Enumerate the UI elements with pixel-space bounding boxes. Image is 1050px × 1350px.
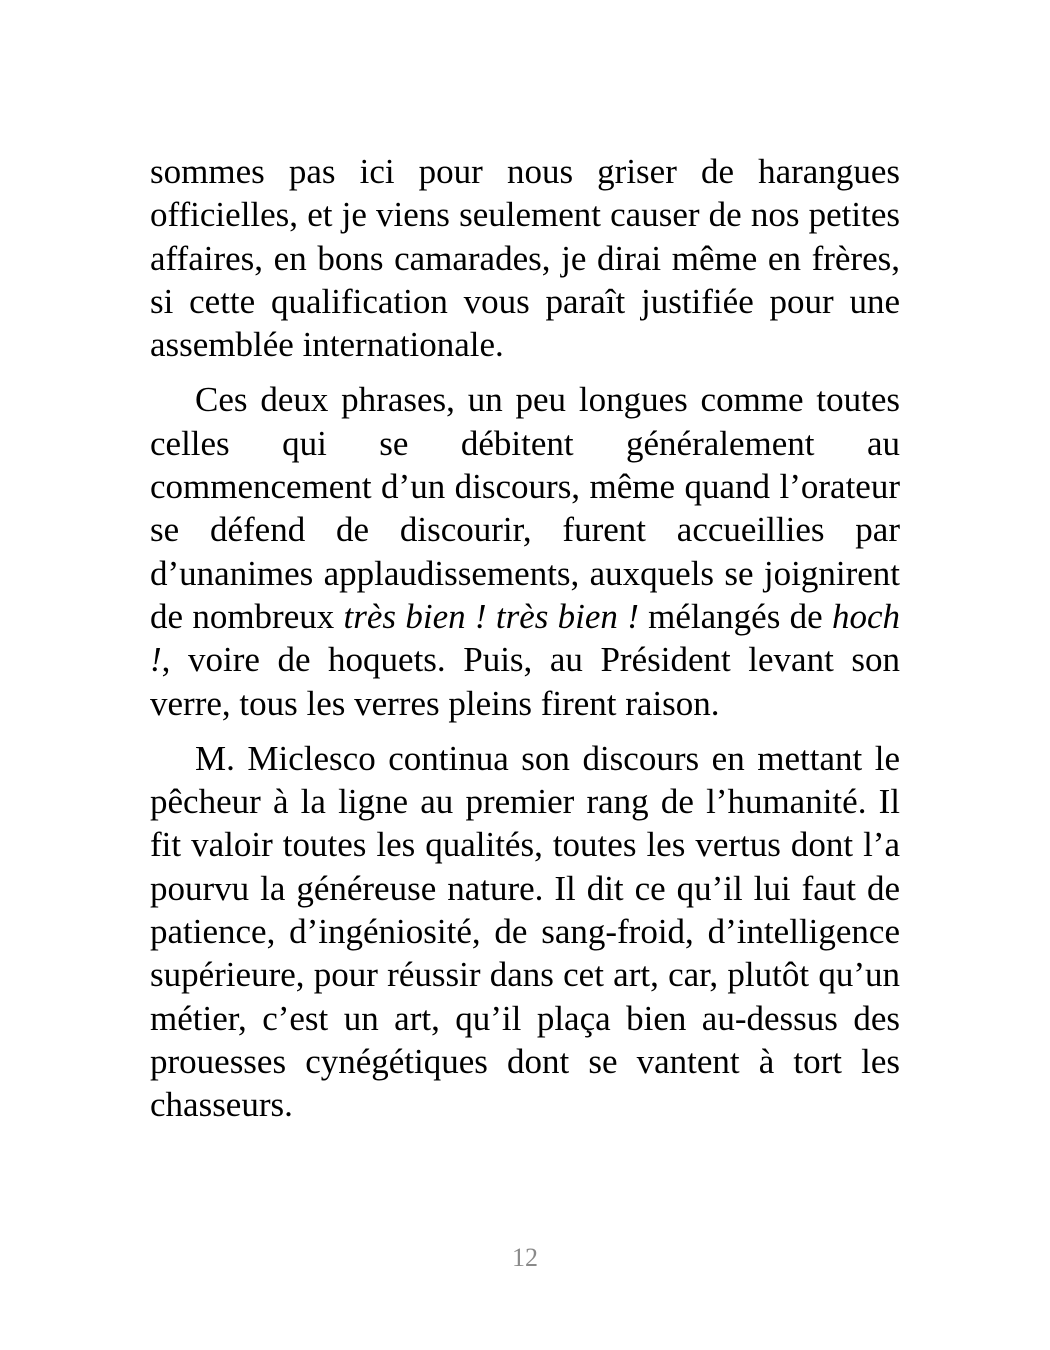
paragraph-text: Ces deux phrases, un peu longues comme toutes celles qui se débitent généralement au commencement d’un discours, même quand l’orateur se défend de discourir, furent accueillies par d’unanimes applaudissements, auxquels se joignirent de nombreux [150,380,900,636]
paragraph-text: sommes pas ici pour nous griser de harangues officielles, et je viens seulement causer de nos petites affaires, en bons camarades, je dirai même en frères, si cette qualification vous paraît justifiée pour une assemblée internationale. [150,152,900,365]
page-number: 12 [512,1243,538,1272]
paragraph-continued [150,150,900,366]
italic-exclamation: hoch ! [150,596,900,680]
paragraph-text: mélangés de [638,596,832,636]
italic-exclamation: très bien ! très bien ! [343,596,639,636]
paragraph-text: , voire de hoquets. Puis, au Président levant son verre, tous les verres pleins firent raison. [150,640,900,723]
body-text [150,150,900,1139]
paragraph-miclesco [150,737,900,1127]
paragraph-text: M. Miclesco continua son discours en mettant le pêcheur à la ligne au premier rang de l’humanité. Il fit valoir toutes les qualités, toutes les vertus dont l’a pourvu la généreuse nature. Il dit ce qu’il lui faut de patience, d’ingéniosité, de sang-froid, d’intelligence supérieure, pour réussir dans cet art, car, plutôt qu’un métier, c’est un art, qu’il plaça bien au-dessus des prouesses cynégétiques dont se vantent à tort les chasseurs. [150,738,900,1125]
paragraph-applause [150,378,900,724]
